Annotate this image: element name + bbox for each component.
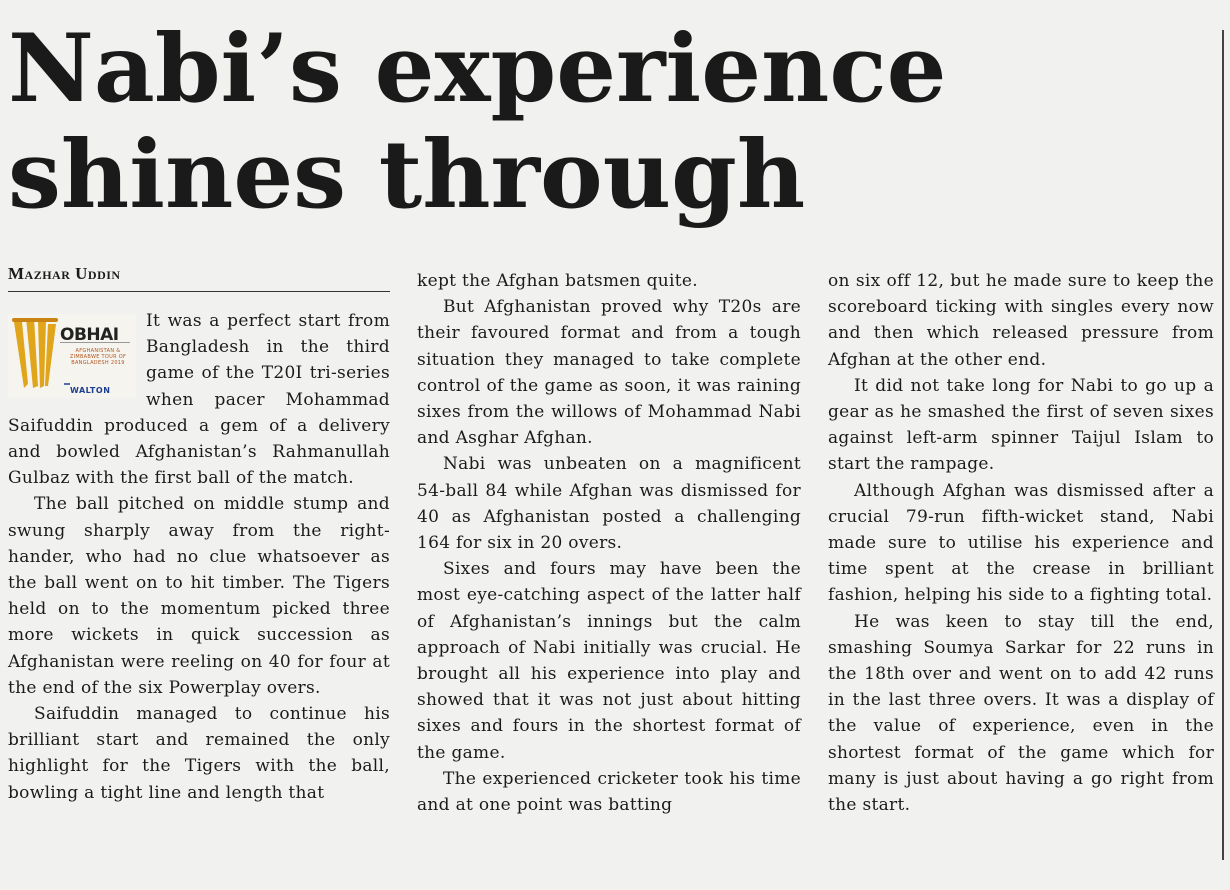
article-column-2 [417,268,801,818]
article-column-3 [828,268,1214,818]
article-paragraph: It did not take long for Nabi to go up a gear as he smashed the first of seven sixes against left-arm spinner Taijul Islam to start the rampage. [828,375,1214,475]
headline [8,16,1230,228]
column-divider [1222,30,1224,860]
byline [8,264,390,292]
article-paragraph: It was a perfect start from Bangladesh in the third game of the T20I tri-series when pacer Mohammad Saifuddin produced a gem of a delivery and bowled Afghanistan’s Rahmanullah Gulbaz with the first ball of the match. [8,311,390,489]
article-paragraph: Saifuddin managed to continue his brilliant start and remained the only highlight for the Tigers with the ball, bowling a tight line and length that [8,704,390,803]
logo-brand-text: OBHAI [60,325,119,345]
article-paragraph: Although Afghan was dismissed after a crucial 79-run fifth-wicket stand, Nabi made sure to utilise his experience and time spent at the crease in brilliant fashion, helping his side to a fighting total. [828,480,1214,606]
article-paragraph: The experienced cricketer took his time and at one point was batting [417,768,801,816]
article-paragraph: But Afghanistan proved why T20s are their favoured format and from a tough situation they managed to take complete control of the game as soon, it was raining sixes from the willows of Mohammad Nabi and Asghar Afghan. [417,297,801,449]
article-paragraph: The ball pitched on middle stump and swung sharply away from the right-hander, who had no clue whatsoever as the ball went on to hit timber. The Tigers held on to the momentum picked three more wickets in quick succession as Afghanistan were reeling on 40 for four at the end of the six Powerplay overs. [8,494,390,698]
logo-sponsor-text: WALTON [70,386,111,395]
article-column-1 [8,308,390,806]
article-paragraph: on six off 12, but he made sure to keep the scoreboard ticking with singles every now and then which released pressure from Afghan at the other end. [828,271,1214,370]
headline-text: Nabi’s experience shines through [8,14,947,230]
logo-tour-text: AFGHANISTAN & ZIMBABWE TOUR OF BANGLADESH 2019 [69,348,127,366]
sponsor-logo [8,314,136,398]
article-paragraph: Sixes and fours may have been the most eye-catching aspect of the latter half of Afghanistan’s innings but the calm approach of Nabi initially was crucial. He brought all his experience into play and showed that it was not just about hitting sixes and fours in the shortest format of the game. [417,559,801,763]
byline-author: Mazhar Uddin [8,264,121,283]
article-paragraph: He was keen to stay till the end, smashing Soumya Sarkar for 22 runs in the 18th over and went on to add 42 runs in the last three overs. It was a display of the value of experience, even in the shortest format of the game which for many is just about having a go right from the start. [828,611,1214,816]
article-paragraph: kept the Afghan batsmen quite. [417,271,698,291]
article-paragraph: Nabi was unbeaten on a magnificent 54-ball 84 while Afghan was dismissed for 40 as Afghanistan posted a challenging 164 for six in 20 overs. [417,454,801,554]
